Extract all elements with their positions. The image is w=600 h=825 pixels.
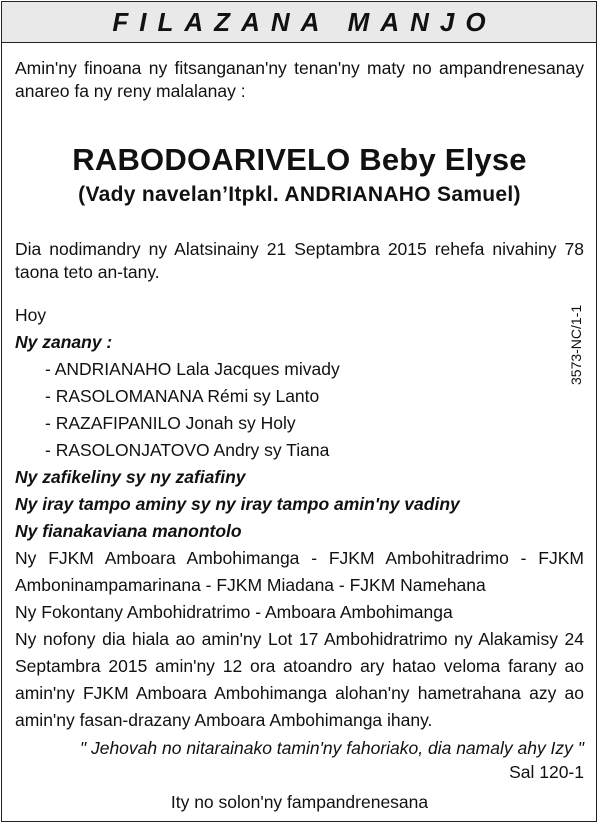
grandchildren-heading: Ny zafikeliny sy ny zafiafiny [15,466,246,487]
fokontany-text: Ny Fokontany Ambohidratrimo - Amboara Ambohimanga [15,601,453,622]
list-item: - RAZAFIPANILO Jonah sy Holy [45,412,296,433]
siblings-heading: Ny iray tampo aminy sy ny iray tampo amin'ny vadiny [15,493,460,514]
burial-text: Ny nofony dia hiala ao amin'ny Lot 17 Ambohidratrimo ny Alakamisy 24 Septambra 2015 amin'ny 12 ora atoandro ary hatao veloma farany ao amin'ny FJKM Amboara Ambohimanga alohan'ny hametrahana azy ao amin'ny fasan-drazany Amboara Ambohimanga ihany. [15,628,584,730]
obituary-notice [1,1,597,822]
notice-body [2,43,596,814]
relatives-heading: Ny fianakaviana manontolo [15,520,242,541]
reference-code: 3573-NC/1-1 [568,304,584,385]
hoy-text: Hoy [15,304,47,325]
notice-header [2,2,596,43]
list-item: - RASOLOMANANA Rémi sy Lanto [45,385,320,406]
list-item: - ANDRIANAHO Lala Jacques mivady [45,358,340,379]
list-item: - RASOLONJATOVO Andry sy Tiana [45,439,330,460]
children-heading: Ny zanany : [15,331,113,352]
churches-text: Ny FJKM Amboara Ambohimanga - FJKM Ambohitradrimo - FJKM Amboninampamarinana - FJKM Miadana - FJKM Namehana [15,547,584,595]
verse-reference: Sal 120-1 [509,761,584,782]
deceased-name: RABODOARIVELO Beby Elyse [72,142,527,177]
children-list [15,356,584,464]
death-notice: Dia nodimandry ny Alatsinainy 21 Septambra 2015 rehefa nivahiny 78 taona teto an-tany. [15,239,584,282]
bible-verse: " Jehovah no nitarainako tamin'ny fahoriako, dia namaly ahy Izy " [79,737,584,758]
deceased-subtitle: (Vady navelan’Itpkl. ANDRIANAHO Samuel) [78,183,521,206]
intro-text: Amin'ny finoana ny fitsanganan'ny tenan'ny maty no ampandrenesanay anareo fa ny reny malalanay : [15,58,584,101]
header-title: FILAZANA MANJO [112,6,497,37]
closing-text: Ity no solon'ny fampandrenesana [170,791,429,812]
